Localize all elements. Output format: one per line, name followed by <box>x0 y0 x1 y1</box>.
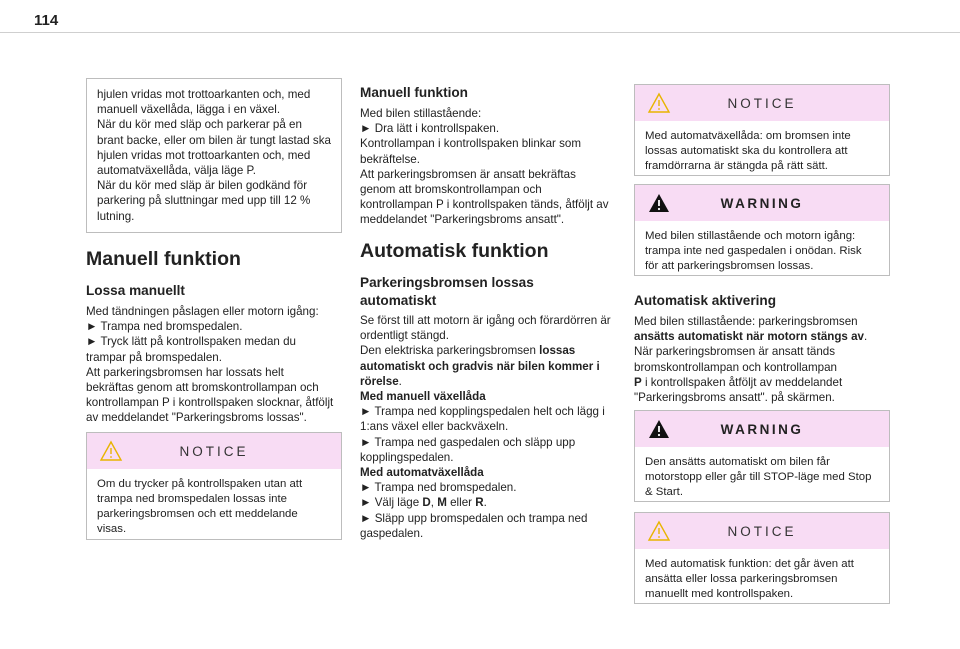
body-line: av meddelandet "Parkeringsbroms lossas". <box>86 411 307 425</box>
notice-line: Om du trycker på kontrollspaken utan att <box>97 478 303 490</box>
subheading-line: automatiskt <box>360 293 437 308</box>
col2-body1 <box>360 106 622 228</box>
subheading-lossa-manuellt: Lossa manuellt <box>86 283 185 298</box>
notice-line: parkeringsbromsen och ett meddelande <box>97 508 298 520</box>
manual-gearbox-label: Med manuell växellåda <box>360 390 486 404</box>
notice-label: NOTICE <box>727 523 797 539</box>
intro-line: manuell växellåda, lägga i en växel. <box>97 103 281 117</box>
notice-line: Med automatväxellåda: om bromsen inte <box>645 130 851 142</box>
heading-manuell-funktion: Manuell funktion <box>86 248 241 270</box>
warning-triangle-icon <box>647 192 671 214</box>
bold-text: rörelse <box>360 374 399 388</box>
body-line: Med bilen stillastående: parkeringsbromsen <box>634 315 858 328</box>
notice-box <box>634 512 890 604</box>
intro-line: lutning. <box>97 209 135 223</box>
body-line: ordentligt stängd. <box>360 329 449 343</box>
col3-body <box>634 314 896 405</box>
body-line: ► Dra lätt i kontrollspaken. <box>360 122 500 136</box>
body-line: Kontrollampan i kontrollspaken blinkar som <box>360 137 582 151</box>
text: eller <box>446 496 476 510</box>
body-line: "Parkeringsbroms ansatt". på skärmen. <box>634 391 835 405</box>
subheading-line: Parkeringsbromsen lossas <box>360 275 534 290</box>
body-line <box>360 359 622 374</box>
col2-body2 <box>360 313 622 541</box>
warning-line: & Start. <box>645 486 683 498</box>
body-line <box>360 389 622 404</box>
notice-header <box>635 513 889 549</box>
notice-box <box>634 84 890 176</box>
bold-text: R <box>475 496 484 510</box>
bold-text: M <box>437 496 447 510</box>
text: Den elektriska parkeringsbromsen <box>360 344 540 358</box>
body-line: bekräftelse. <box>360 152 420 166</box>
subheading-lossas-automatiskt <box>360 274 534 310</box>
body-line: Med bilen stillastående: <box>360 107 482 120</box>
warning-line: för att parkeringsbromsen lossas. <box>645 260 814 272</box>
bold-text: lossas <box>539 344 576 358</box>
body-line <box>634 375 896 390</box>
notice-triangle-icon <box>647 92 671 114</box>
notice-triangle-icon <box>99 440 123 462</box>
notice-header <box>635 85 889 121</box>
bold-text: P <box>634 375 642 389</box>
warning-box <box>634 184 890 276</box>
body-line: bekräftas genom att bromskontrollampan och <box>86 381 319 395</box>
text: , <box>430 496 438 510</box>
warning-header <box>635 411 889 447</box>
text: ► Välj läge <box>360 496 423 510</box>
body-line <box>360 374 622 389</box>
body-line: bromskontrollampan och kontrollampan <box>634 360 837 374</box>
heading-automatisk-funktion: Automatisk funktion <box>360 240 549 262</box>
warning-box <box>634 410 890 502</box>
intro-line: hjulen vridas mot trottoarkanten och, med <box>97 88 311 101</box>
body-line: trampar på bromspedalen. <box>86 350 222 364</box>
notice-line: manuellt med kontrollspaken. <box>645 588 794 600</box>
bold-text: automatiskt och gradvis när bilen kommer i <box>360 359 600 373</box>
body-line <box>360 495 622 510</box>
warning-triangle-icon <box>647 418 671 440</box>
notice-line: trampa ned bromspedalen lossas inte <box>97 493 287 505</box>
body-line: När parkeringsbromsen är ansatt tänds <box>634 345 836 359</box>
heading-manuell-funktion-2: Manuell funktion <box>360 85 468 100</box>
body-line <box>634 329 896 344</box>
body-line: Se först till att motorn är igång och förardörren är <box>360 314 611 327</box>
text: . <box>864 330 868 344</box>
page-number: 114 <box>34 12 59 29</box>
notice-triangle-icon <box>647 520 671 542</box>
body-line: Att parkeringsbromsen är ansatt bekräftas <box>360 167 576 181</box>
body-line: Med tändningen påslagen eller motorn igång: <box>86 305 319 318</box>
notice-line: Med automatisk funktion: det går även att <box>645 558 854 570</box>
notice-line: ansätta eller lossa parkeringsbromsen <box>645 573 838 585</box>
intro-line: parkering på sluttningar med upp till 12 % <box>97 194 311 208</box>
body-line <box>360 343 622 358</box>
warning-line: Med bilen stillastående och motorn igång: <box>645 230 856 242</box>
body-line: meddelandet "Parkeringsbroms ansatt". <box>360 213 565 227</box>
warning-header <box>635 185 889 221</box>
header-rule <box>0 32 960 33</box>
intro-box <box>86 78 342 233</box>
warning-label: WARNING <box>720 195 804 211</box>
body-line: kontrollampan P i kontrollspaken tänds, åtföljt av <box>360 198 609 212</box>
warning-line: trampa inte ned gaspedalen i onödan. Risk <box>645 245 862 257</box>
notice-label: NOTICE <box>179 443 249 459</box>
bold-text: ansätts automatiskt när motorn stängs av <box>634 330 865 344</box>
body-line: 1:ans växel eller backväxeln. <box>360 420 509 434</box>
body-line: genom att bromskontrollampan och <box>360 183 542 197</box>
body-line: kopplingspedalen. <box>360 450 454 464</box>
body-line: ► Trampa ned gaspedalen och släpp upp <box>360 435 576 449</box>
notice-line: framdörrarna är stängda på rätt sätt. <box>645 160 828 172</box>
body-line <box>360 465 622 480</box>
auto-gearbox-label: Med automatväxellåda <box>360 466 484 480</box>
body-line: ► Trampa ned kopplingspedalen helt och lägg i <box>360 405 605 419</box>
text: . <box>483 496 487 510</box>
warning-line: Den ansätts automatiskt om bilen får <box>645 456 830 468</box>
body-line: Att parkeringsbromsen har lossats helt <box>86 365 284 379</box>
warning-label: WARNING <box>720 421 804 437</box>
notice-box <box>86 432 342 540</box>
intro-line: När du kör med släp är bilen godkänd för <box>97 179 308 193</box>
text: i kontrollspaken åtföljt av meddelandet <box>641 375 843 389</box>
body-line: kontrollampan P i kontrollspaken slocknar, åtföljt <box>86 396 334 410</box>
notice-label: NOTICE <box>727 95 797 111</box>
text: . <box>398 374 402 388</box>
intro-line: brant backe, eller om bilen är tungt lastad ska <box>97 133 331 147</box>
col1-body <box>86 304 348 426</box>
notice-line: lossas automatiskt ska du kontrollera att <box>645 145 848 157</box>
intro-line: När du kör med släp och parkerar på en <box>97 118 302 132</box>
intro-line: automatväxellåda, välja läge P. <box>97 164 256 178</box>
notice-line: visas. <box>97 523 127 535</box>
heading-automatisk-aktivering: Automatisk aktivering <box>634 293 777 308</box>
body-line: ► Trampa ned bromspedalen. <box>360 481 517 495</box>
body-line: ► Tryck lätt på kontrollspaken medan du <box>86 335 296 349</box>
body-line: gaspedalen. <box>360 526 424 540</box>
bold-text: D <box>422 496 431 510</box>
warning-line: motorstopp eller går till STOP-läge med Stop <box>645 471 872 483</box>
body-line: ► Släpp upp bromspedalen och trampa ned <box>360 511 588 525</box>
intro-line: hjulen vridas mot trottoarkanten och, med <box>97 148 311 162</box>
notice-header <box>87 433 341 469</box>
body-line: ► Trampa ned bromspedalen. <box>86 320 243 334</box>
